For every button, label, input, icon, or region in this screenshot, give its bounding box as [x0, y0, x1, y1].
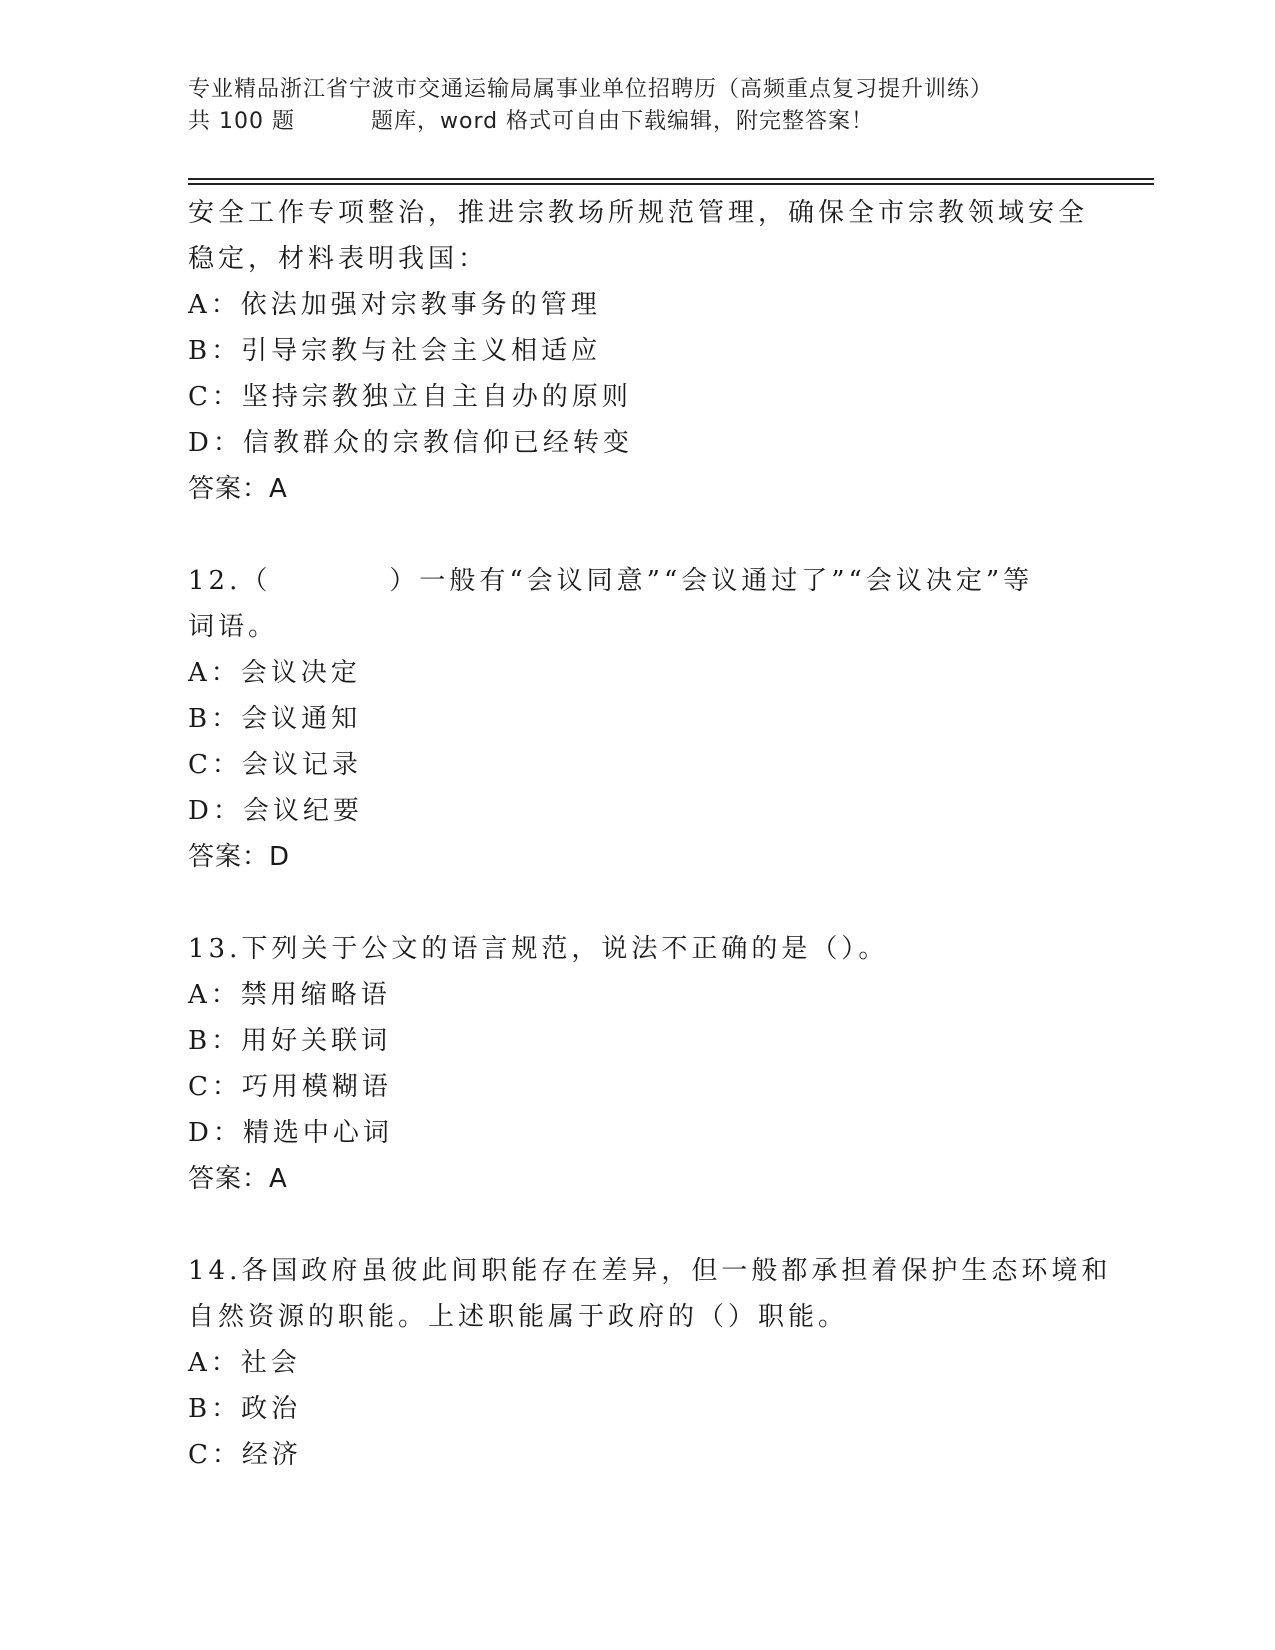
question-13: [188, 926, 1088, 1202]
option-d: D：精选中心词: [188, 1118, 393, 1148]
answer: 答案：A: [188, 474, 288, 504]
option-b: B：用好关联词: [188, 1026, 392, 1056]
option-b: B：引导宗教与社会主义相适应: [188, 336, 602, 366]
option-a: A：依法加强对宗教事务的管理: [188, 290, 601, 320]
option-c: C：巧用模糊语: [188, 1072, 392, 1102]
question-number: 12.（: [188, 566, 272, 596]
question-stem: 稳定，材料表明我国：: [188, 244, 489, 274]
question-stem: 14.各国政府虽彼此间职能存在差异，但一般都承担着保护生态环境和: [188, 1256, 1112, 1286]
header-subtitle: [188, 106, 1088, 138]
answer: 答案：D: [188, 842, 291, 872]
question-11: [188, 190, 1088, 512]
answer: 答案：A: [188, 1164, 288, 1194]
question-stem: 自然资源的职能。上述职能属于政府的（）职能。: [188, 1302, 849, 1332]
question-14: [188, 1248, 1112, 1478]
option-c: C：会议记录: [188, 750, 362, 780]
document-header: [188, 74, 1088, 138]
question-count: 共 100 题: [188, 109, 295, 134]
header-title: 专业精品浙江省宁波市交通运输局属事业单位招聘历（高频重点复习提升训练）: [188, 77, 994, 102]
question-content: [188, 190, 1112, 1478]
question-stem: 13.下列关于公文的语言规范，说法不正确的是（）。: [188, 934, 889, 964]
question-stem: 词语。: [188, 612, 279, 642]
option-c: C：经济: [188, 1440, 302, 1470]
option-d: D：会议纪要: [188, 796, 363, 826]
option-c: C：坚持宗教独立自主自办的原则: [188, 382, 632, 412]
header-divider-top: [188, 178, 1154, 180]
option-a: A：社会: [188, 1348, 301, 1378]
option-b: B：会议通知: [188, 704, 362, 734]
option-d: D：信教群众的宗教信仰已经转变: [188, 428, 633, 458]
question-stem: [188, 558, 1088, 604]
option-a: A：会议决定: [188, 658, 361, 688]
header-divider-bottom: [188, 183, 1154, 185]
header-download-note: 题库，word 格式可自由下载编辑，附完整答案！: [370, 109, 875, 134]
question-12: [188, 558, 1088, 880]
question-stem-text: ）一般有“会议同意”“会议通过了”“会议决定”等: [389, 566, 1034, 596]
option-a: A：禁用缩略语: [188, 980, 391, 1010]
question-stem: 安全工作专项整治，推进宗教场所规范管理，确保全市宗教领域安全: [188, 198, 1089, 228]
option-b: B：政治: [188, 1394, 302, 1424]
